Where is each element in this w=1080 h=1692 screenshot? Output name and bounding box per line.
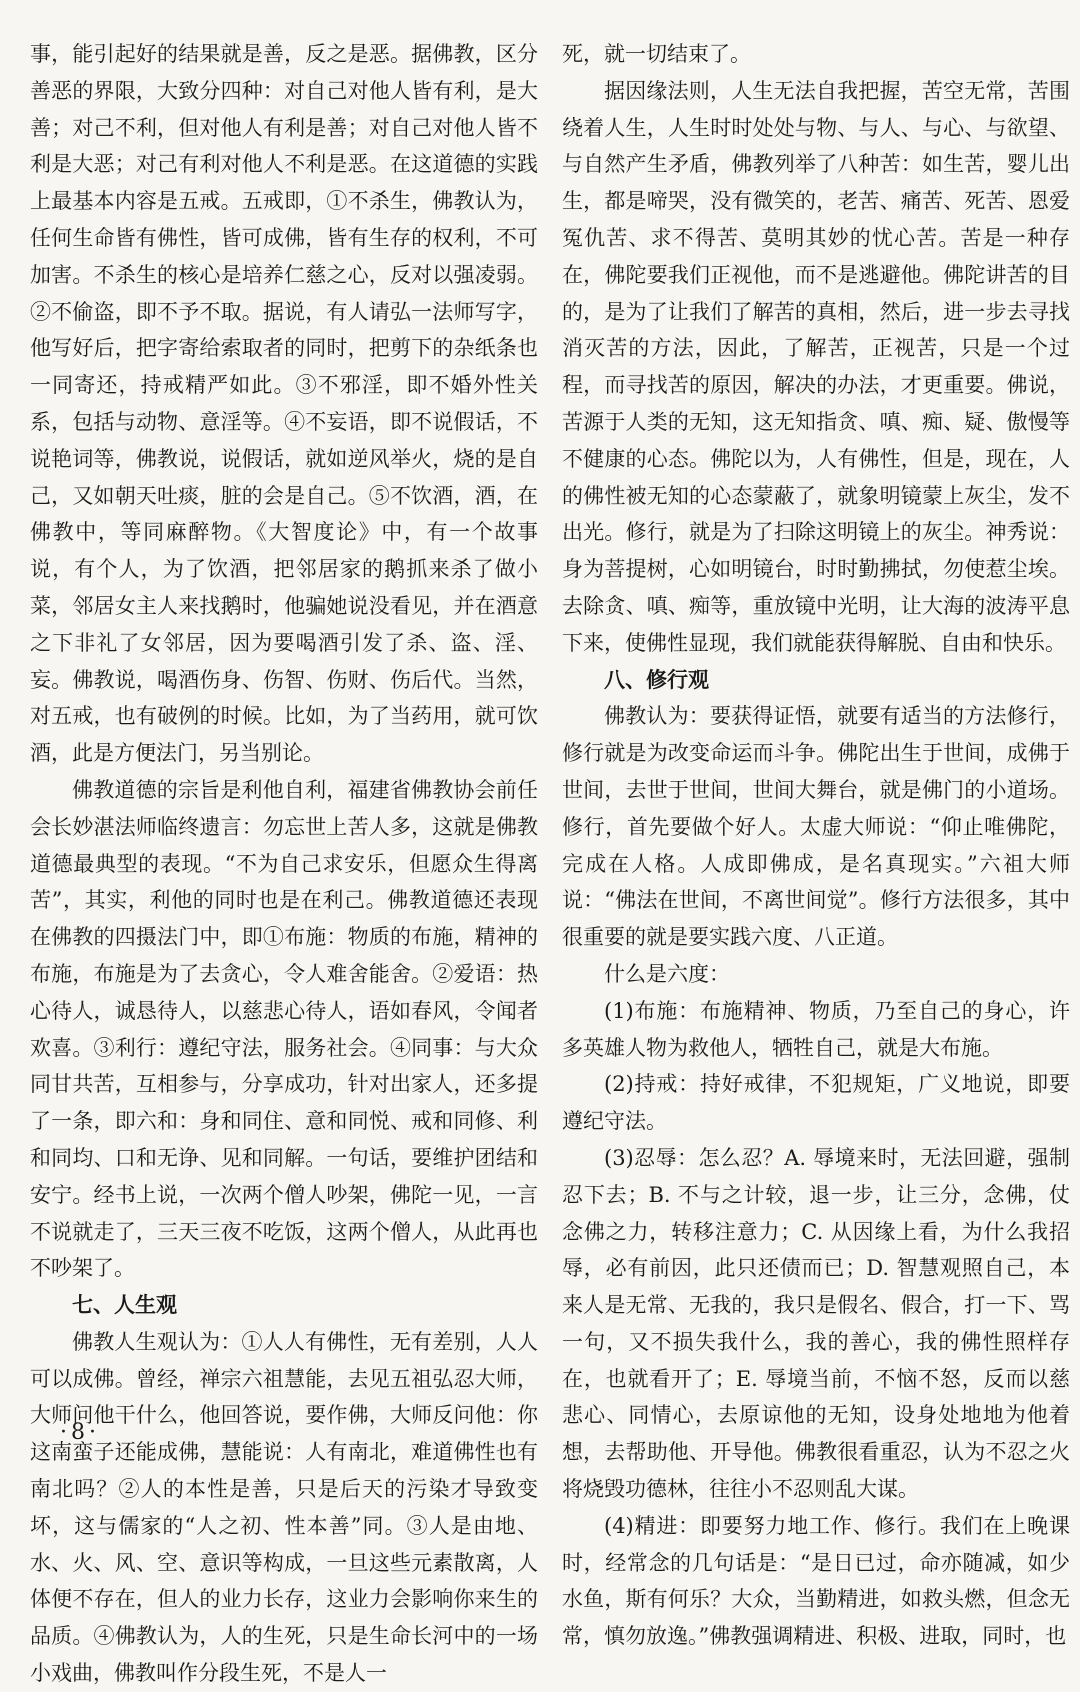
list-item: (4)精进：即要努力地工作、修行。我们在上晚课时，经常念的几句话是：“是日已过，命亦随减，如少水鱼，斯有何乐？大众，当勤精进，如救头燃，但念无常，慎勿放逸。”佛教强调精进、积极、进取，同时，也 — [562, 1513, 1070, 1649]
section-heading-rensheng: 七、人生观 — [72, 1292, 177, 1318]
list-item: (2)持戒：持好戒律，不犯规矩，广义地说，即要遵纪守法。 — [562, 1072, 1070, 1134]
section-heading-xiuxing: 八、修行观 — [604, 666, 709, 692]
list-item: (1)布施：布施精神、物质，乃至自己的身心，许多英雄人物为救他人，牺牲自己，就是大布施。 — [562, 998, 1070, 1060]
paragraph: 死，就一切结束了。 — [562, 42, 751, 66]
left-column — [30, 36, 538, 1692]
paragraph: 事，能引起好的结果就是善，反之是恶。据佛教，区分善恶的界限，大致分四种：对自己对他人皆有利，是大善；对己不利，但对他人有利是善；对自己对他人皆不利是大恶；对己有利对他人不利是恶。在这道德的实践上最基本内容是五戒。五戒即，①不杀生，佛教认为，任何生命皆有佛性，皆可成佛，皆有生存的权利，不可加害。不杀生的核心是培养仁慈之心，反对以强凌弱。②不偷盗，即不予不取。据说，有人请弘一法师写字，他写好后，把字寄给索取者的同时，把剪下的杂纸条也一同寄还，持戒精严如此。③不邪淫，即不婚外性关系，包括与动物、意淫等。④不妄语，即不说假话，不说艳词等，佛教说，说假话，就如逆风举火，烧的是自己，又如朝天吐痰，脏的会是自己。⑤不饮酒，酒，在佛教中，等同麻醉物。《大智度论》中，有一个故事说，有个人，为了饮酒，把邻居家的鹅抓来杀了做小菜，邻居女主人来找鹅时，他骗她说没看见，并在酒意之下非礼了女邻居，因为要喝酒引发了杀、盗、淫、妄。佛教说，喝酒伤身、伤智、伤财、伤后代。当然，对五戒，也有破例的时候。比如，为了当药用，就可饮酒，此是方便法门，另当别论。 — [30, 42, 538, 766]
paragraph: 据因缘法则，人生无法自我把握，苦空无常，苦围绕着人生，人生时时处处与物、与人、与心、与欲望、与自然产生矛盾，佛教列举了八种苦：如生苦，婴儿出生，都是啼哭，没有微笑的，老苦、痛苦、死苦、恩爱冤仇苦、求不得苦、莫明其妙的忧心苦。苦是一种存在，佛陀要我们正视他，而不是逃避他。佛陀讲苦的目的，是为了让我们了解苦的真相，然后，进一步去寻找消灭苦的方法，因此，了解苦，正视苦，只是一个过程，而寻找苦的原因，解决的办法，才更重要。佛说，苦源于人类的无知，这无知指贪、嗔、痴、疑、傲慢等不健康的心态。佛陀以为，人有佛性，但是，现在，人的佛性被无知的心态蒙蔽了，就象明镜蒙上灰尘，发不出光。修行，就是为了扫除这明镜上的灰尘。神秀说：身为菩提树，心如明镜台，时时勤拂拭，勿使惹尘埃。去除贪、嗔、痴等，重放镜中光明，让大海的波涛平息下来，使佛性显现，我们就能获得解脱、自由和快乐。 — [562, 78, 1070, 655]
page-number: ·8· — [60, 1420, 100, 1445]
list-item: (3)忍辱：怎么忍？A. 辱境来时，无法回避，强制忍下去；B. 不与之计较，退一步，让三分，念佛，仗念佛之力，转移注意力；C. 从因缘上看，为什么我招辱，必有前因，此只还债而已；D. 智慧观照自己，本来人是无常、无我的，我只是假名、假合，打一下、骂一句，又不损失我什么，我的善心，我的佛性照样存在，也就看开了；E. 辱境当前，不恼不怒，反而以慈悲心、同情心，去原谅他的无知，设身处地地为他着想，去帮助他、开导他。佛教很看重忍，认为不忍之火将烧毁功德林，往往小不忍则乱大谋。 — [562, 1145, 1070, 1502]
paragraph: 佛教道德的宗旨是利他自利，福建省佛教协会前任会长妙湛法师临终遗言：勿忘世上苦人多，这就是佛教道德最典型的表现。“不为自己求安乐，但愿众生得离苦”，其实，利他的同时也是在利己。佛教道德还表现在佛教的四摄法门中，即①布施：物质的布施，精神的布施，布施是为了去贪心，令人难舍能舍。②爱语：热心待人，诚恳待人，以慈悲心待人，语如春风，令闻者欢喜。③利行：遵纪守法，服务社会。④同事：与大众同甘共苦，互相参与，分享成功，针对出家人，还多提了一条，即六和：身和同住、意和同悦、戒和同修、利和同均、口和无诤、见和同解。一句话，要维护团结和安宁。经书上说，一次两个僧人吵架，佛陀一见，一言不说就走了，三天三夜不吃饭，这两个僧人，从此再也不吵架了。 — [30, 777, 538, 1281]
paragraph: 什么是六度： — [604, 961, 730, 986]
paragraph: 佛教人生观认为：①人人有佛性，无有差别，人人可以成佛。曾经，禅宗六祖慧能，去见五祖弘忍大师，大师问他干什么，他回答说，要作佛，大师反问他：你这南蛮子还能成佛，慧能说：人有南北，难道佛性也有南北吗？②人的本性是善，只是后天的污染才导致变坏，这与儒家的“人之初、性本善”同。③人是由地、水、火、风、空、意识等构成，一旦这些元素散离，人体便不存在，但人的业力长存，这业力会影响你来生的品质。④佛教认为，人的生死，只是生命长河中的一场小戏曲，佛教叫作分段生死，不是人一 — [30, 1329, 538, 1686]
paragraph: 佛教认为：要获得证悟，就要有适当的方法修行，修行就是为改变命运而斗争。佛陀出生于世间，成佛于世间，去世于世间，世间大舞台，就是佛门的小道场。修行，首先要做个好人。太虚大师说：“仰止唯佛陀，完成在人格。人成即佛成，是名真现实。”六祖大师说：“佛法在世间，不离世间觉”。修行方法很多，其中很重要的就是要实践六度、八正道。 — [562, 704, 1070, 950]
right-column — [562, 36, 1070, 1655]
